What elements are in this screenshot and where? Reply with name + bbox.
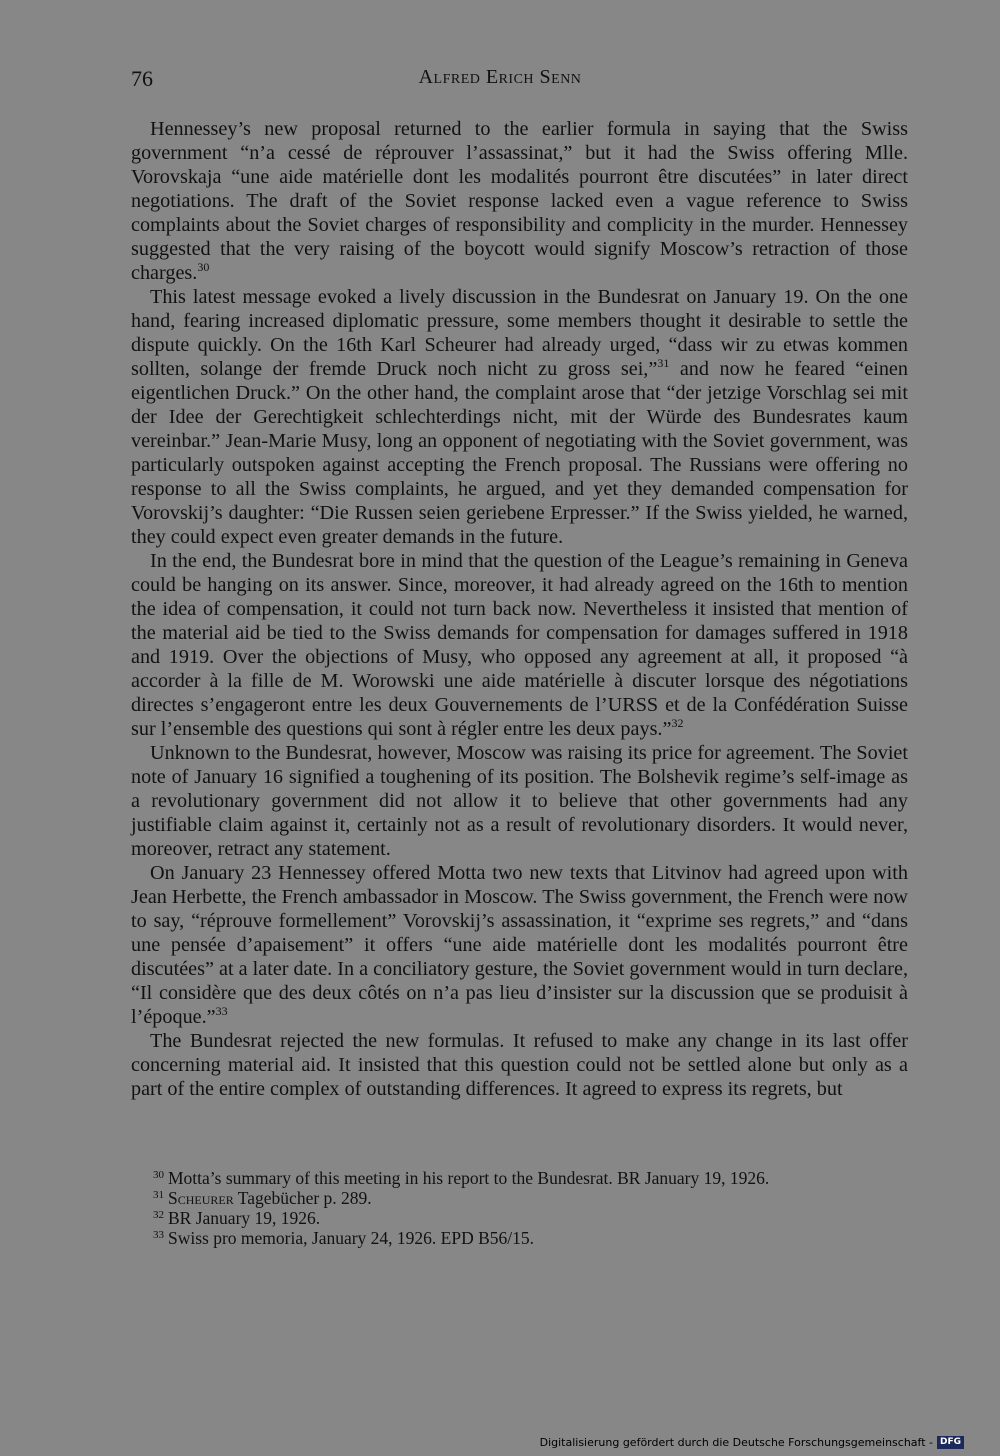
footnote-number: 32 <box>153 1209 164 1221</box>
paragraph-text: Hennessey’s new proposal returned to the earlier formula in saying that the Swiss government “n’a cessé de réprouver l’assassinat,” but it had the Swiss offering Mlle. Vorovskaja “une aide matérielle dont les modalités pourront être discutées” in later direct negotiations. The draft of the Soviet response lacked even a vague reference to Swiss complaints about the Soviet charges of responsibility and complicity in the murder. Hennessey suggested that the very raising of the boycott would signify Moscow’s retraction of those charges. <box>131 118 908 284</box>
paragraph-text: Unknown to the Bundesrat, however, Moscow was raising its price for agreement. The Soviet note of January 16 signified a toughening of its position. The Bolshevik regime’s self-image as a revolutionary government did not allow it to believe that other governments had any justifiable claim against it, certainly not as a result of revolutionary disorders. It would never, moreover, retract any statement. <box>131 742 908 860</box>
footnote-number: 30 <box>153 1169 164 1181</box>
paragraph-text: In the end, the Bundesrat bore in mind that the question of the League’s remaining in Geneva could be hanging on its answer. Since, moreover, it had already agreed on the 16th to mention the idea of compensation, it could not turn back now. Nevertheless it insisted that mention of the material aid be tied to the Swiss demands for compensation for damages suffered in 1918 and 1919. Over the objections of Musy, who opposed any agreement at all, it proposed “à accorder à la fille de M. Worowski une aide matérielle à discuter lorsque des négotiations directes s’engageront entre les deux Gouvernements de l’URSS et de la Confédération Suisse sur l’ensemble des questions qui sont à régler entre les deux pays.” <box>131 550 908 740</box>
footnote-ref: 33 <box>215 1004 228 1018</box>
footnote-text: Swiss pro memoria, January 24, 1926. EPD B56/15. <box>168 1228 535 1248</box>
page-number: 76 <box>131 66 153 91</box>
footnote-text: BR January 19, 1926. <box>168 1208 321 1228</box>
paragraph-text: The Bundesrat rejected the new formulas. It refused to make any change in its last offer concerning material aid. It insisted that this question could not be settled alone but only as a part of the entire complex of outstanding differences. It agreed to express its regrets, but <box>131 1030 908 1100</box>
footnote-author: Scheurer <box>168 1188 234 1208</box>
footnotes <box>153 1168 913 1248</box>
paragraph-text: On January 23 Hennessey offered Motta two new texts that Litvinov had agreed upon with Jean Herbette, the French ambassador in Moscow. The Swiss government, the French were now to say, “réprouve formellement” Vorovskij’s assassination, it “exprime ses regrets,” and “dans une pensée d’apaisement” it offers “une aide matérielle dont les modalités pourront être discutées” at a later date. In a conciliatory gesture, the Soviet government would in turn declare, “Il considère que des deux côtés on n’a pas lieu d’insister sur la discussion que se produisit à l’époque.” <box>131 862 908 1028</box>
paragraph-3 <box>131 549 908 741</box>
footnote-number: 31 <box>153 1189 164 1201</box>
footnote-33 <box>153 1228 913 1248</box>
running-head: Alfred Erich Senn <box>418 66 582 88</box>
paragraph-4 <box>131 741 908 861</box>
footnote-ref: 30 <box>197 260 210 274</box>
footnote-text: Tagebücher p. 289. <box>233 1188 372 1208</box>
footnote-text: Motta’s summary of this meeting in his report to the Bundesrat. BR January 19, 1926. <box>168 1168 770 1188</box>
paragraph-6 <box>131 1029 908 1101</box>
footnote-32 <box>153 1208 913 1228</box>
body-text <box>131 117 908 1101</box>
digitization-footer <box>540 1436 964 1449</box>
paragraph-text: This latest message evoked a lively discussion in the Bundesrat on January 19. On the one hand, fearing increased diplomatic pressure, some members thought it desirable to settle the dispute quickly. On the 16th Karl Scheurer had already urged, “dass wir zu etwas kommen sollten, solange der fremde Druck noch nicht zu gross sei,” <box>131 286 908 380</box>
paragraph-2 <box>131 285 908 549</box>
paragraph-text: and now he feared “einen eigentlichen Druck.” On the other hand, the complaint arose that “der jetzige Vorschlag sei mit der Idee der Gerechtigkeit schlechterdings nicht, mit der Würde des Bundesrates kaum vereinbar.” Jean-Marie Musy, long an opponent of negotiating with the Soviet government, was particularly outspoken against accepting the French proposal. The Russians were offering no response to all the Swiss complaints, he argued, and yet they demanded compensation for Vorovskij’s daughter: “Die Russen seien geriebene Erpresser.” If the Swiss yielded, he warned, they could expect even greater demands in the future. <box>131 358 908 548</box>
footnote-ref: 32 <box>671 716 684 730</box>
paragraph-1 <box>131 117 908 285</box>
footnote-ref: 31 <box>657 356 670 370</box>
footnote-number: 33 <box>153 1229 164 1241</box>
footer-text: Digitalisierung gefördert durch die Deutsche Forschungsgemeinschaft - <box>539 1436 933 1449</box>
dfg-logo-icon: DFG <box>937 1436 964 1449</box>
footnote-31 <box>153 1188 913 1208</box>
footnote-30 <box>153 1168 913 1188</box>
paragraph-5 <box>131 861 908 1029</box>
